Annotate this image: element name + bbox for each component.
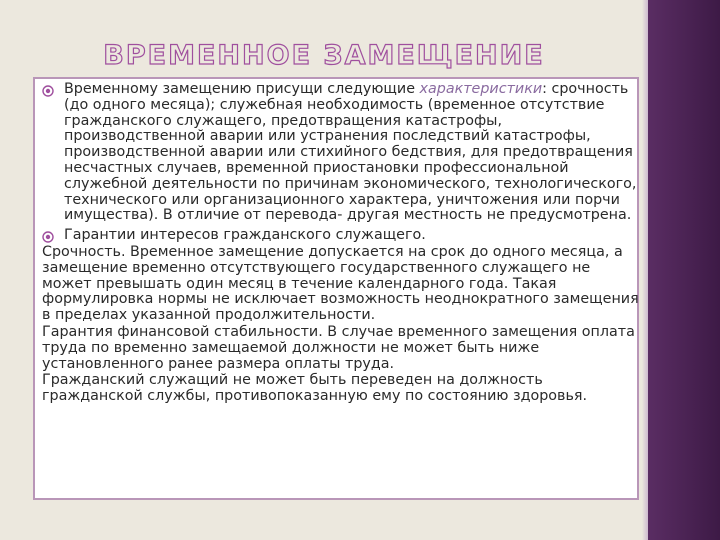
highlight-characteristics: характеристики: [419, 81, 543, 97]
circle-dot-icon: [42, 85, 54, 97]
slide-content: [42, 82, 642, 405]
bullet-item-guarantees: [42, 228, 642, 244]
paragraph-health: Гражданский служащий не может быть переведен на должность гражданской службы, противопоказанную ему по состоянию здоровья.: [42, 372, 588, 405]
slide-title: ВРЕМЕННОЕ ЗАМЕЩЕНИЕ: [103, 40, 545, 71]
decorative-sidebar: [648, 0, 720, 540]
bullet-text-guarantees: Гарантии интересов гражданского служащего.: [64, 227, 426, 244]
bullet-item-characteristics: [42, 82, 642, 224]
circle-dot-icon: [42, 231, 54, 243]
paragraph-urgency: Срочность. Временное замещение допускается на срок до одного месяца, а замещение временно отсутствующего государственного служащего не может превышать один месяц в течение календарного года. Такая формулировка нормы не исключает возможность неоднократного замещения в пределах указанной продолжительности.: [42, 243, 639, 324]
paragraph-financial-stability: Гарантия финансовой стабильности. В случае временного замещения оплата труда по временно замещаемой должности не может быть ниже установленного ранее размера оплаты труда.: [42, 323, 635, 372]
bullet-text-before: Временному замещению присущи следующие: [64, 81, 420, 97]
bullet-text-after: : срочность (до одного месяца); служебная необходимость (временное отсутствие гражданского служащего, предотвращения катастрофы, производственной аварии или устранения последствий катастрофы, производственной аварии или стихийного бедствия, для предотвращения несчастных случаев, временной приостановки профессиональной служебной деятельности по причинам экономического, технологического, технического или организационного характера, уничтожения или порчи имущества). В отличие от перевода- другая местность не предусмотрена.: [64, 81, 637, 224]
